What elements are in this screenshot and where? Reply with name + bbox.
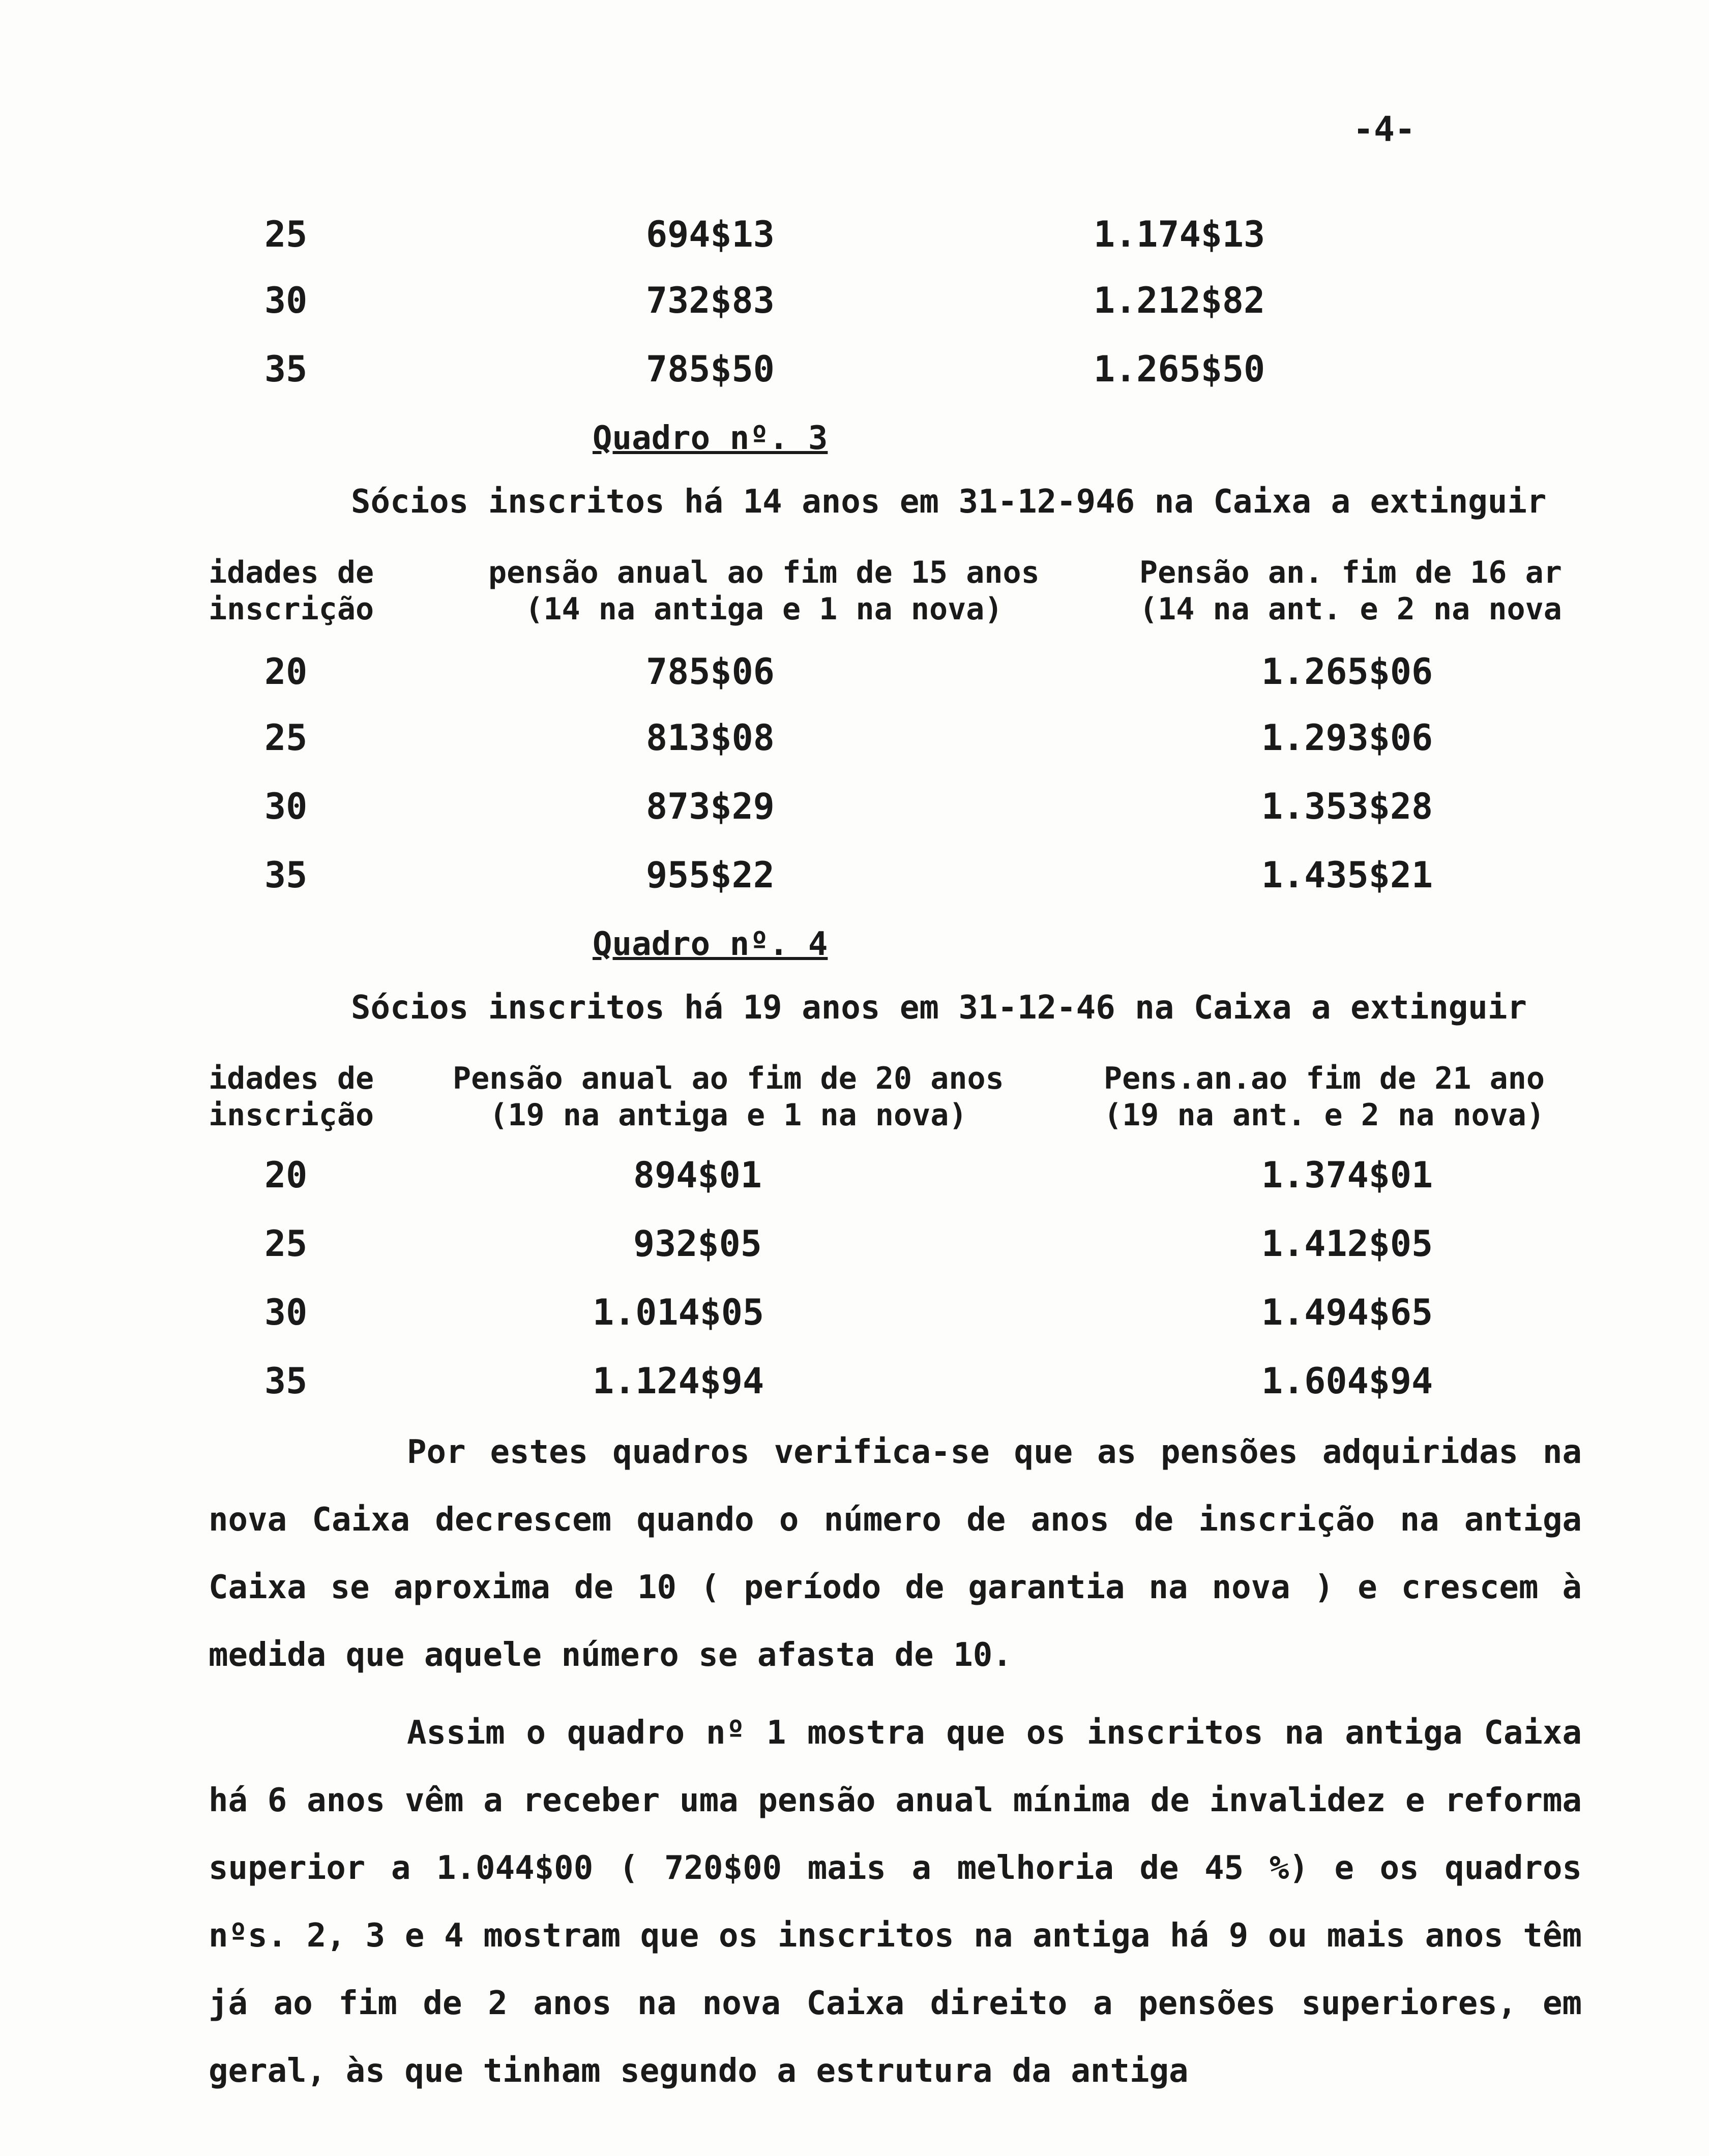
pension-cell-1: 813$08	[646, 717, 775, 759]
age-cell: 25	[264, 214, 308, 255]
age-cell: 30	[264, 280, 308, 321]
age-cell: 35	[264, 1360, 308, 1402]
column-header-pension-1	[453, 1060, 1004, 1133]
pension-cell-2: 1.435$21	[1261, 854, 1433, 896]
header-line: Pens.an.ao fim de 21 ano	[1104, 1061, 1545, 1096]
age-cell: 20	[264, 1154, 308, 1196]
table-row	[0, 651, 1709, 707]
pension-cell-1: 873$29	[646, 786, 775, 827]
pension-cell-2: 1.494$65	[1261, 1292, 1433, 1333]
paragraph: Assim o quadro nº 1 mostra que os inscritos na antiga Caixa há 6 anos vêm a receber uma pensão anual mínima de invalidez e reforma superior a 1.044$00 ( 720$00 mais a melhoria de 45 %) e os quadros nºs. 2, 3 e 4 mostram que os inscritos na antiga há 9 ou mais anos têm já ao fim de 2 anos na nova Caixa direito a pensões superiores, em geral, às que tinham segundo a estrutura da antiga	[209, 1714, 1582, 2090]
table-row	[0, 786, 1709, 842]
table-row	[0, 854, 1709, 910]
column-header-pension-1	[488, 554, 1040, 627]
pension-cell-2: 1.174$13	[1094, 214, 1265, 255]
column-header-age	[209, 1060, 374, 1133]
pension-cell-1: 894$01	[633, 1154, 762, 1196]
table-row	[0, 1360, 1709, 1416]
pension-cell-1: 732$83	[646, 280, 775, 321]
table-row	[0, 280, 1709, 336]
pension-cell-1: 932$05	[633, 1223, 762, 1265]
pension-cell-1: 1.014$05	[593, 1292, 764, 1333]
age-cell: 30	[264, 1292, 308, 1333]
header-line: inscrição	[209, 591, 374, 627]
pension-cell-2: 1.604$94	[1261, 1360, 1433, 1402]
section-subtitle: Sócios inscritos há 19 anos em 31-12-46 na Caixa a extinguir	[351, 989, 1527, 1027]
header-line: (19 na ant. e 2 na nova)	[1104, 1097, 1545, 1133]
pension-cell-1: 785$50	[646, 348, 775, 390]
pension-cell-1: 1.124$94	[593, 1360, 764, 1402]
table-row	[0, 348, 1709, 404]
pension-cell-2: 1.212$82	[1094, 280, 1265, 321]
header-line: pensão anual ao fim de 15 anos	[488, 555, 1040, 590]
age-cell: 20	[264, 651, 308, 693]
table-row	[0, 214, 1709, 270]
pension-cell-2: 1.265$50	[1094, 348, 1265, 390]
section-title: Quadro nº. 3	[593, 420, 828, 457]
age-cell: 25	[264, 717, 308, 759]
pension-cell-2: 1.353$28	[1261, 786, 1433, 827]
header-line: inscrição	[209, 1097, 374, 1133]
header-line: Pensão an. fim de 16 ar	[1139, 555, 1562, 590]
pension-cell-2: 1.293$06	[1261, 717, 1433, 759]
header-line: idades de	[209, 555, 374, 590]
pension-cell-2: 1.412$05	[1261, 1223, 1433, 1265]
pension-cell-1: 694$13	[646, 214, 775, 255]
section-subtitle: Sócios inscritos há 14 anos em 31-12-946 na Caixa a extinguir	[351, 483, 1547, 521]
paragraph: Por estes quadros verifica-se que as pensões adquiridas na nova Caixa decrescem quando o número de anos de inscrição na antiga Caixa se aproxima de 10 ( período de garantia na nova ) e crescem à medida que aquele número se afasta de 10.	[209, 1433, 1582, 1674]
age-cell: 25	[264, 1223, 308, 1265]
age-cell: 30	[264, 786, 308, 827]
age-cell: 35	[264, 348, 308, 390]
page-number: -4-	[1353, 109, 1416, 149]
column-header-age	[209, 554, 374, 627]
table-row	[0, 1154, 1709, 1210]
column-header-pension-2	[1139, 554, 1562, 627]
body-text	[209, 1419, 1582, 2105]
header-line: (14 na antiga e 1 na nova)	[525, 591, 1003, 627]
section-title: Quadro nº. 4	[593, 925, 828, 963]
pension-cell-1: 785$06	[646, 651, 775, 693]
age-cell: 35	[264, 854, 308, 896]
header-line: (19 na antiga e 1 na nova)	[489, 1097, 967, 1133]
table-row	[0, 1223, 1709, 1279]
header-line: (14 na ant. e 2 na nova	[1139, 591, 1562, 627]
header-line: idades de	[209, 1061, 374, 1096]
pension-cell-2: 1.265$06	[1261, 651, 1433, 693]
pension-cell-2: 1.374$01	[1261, 1154, 1433, 1196]
header-line: Pensão anual ao fim de 20 anos	[453, 1061, 1004, 1096]
table-row	[0, 717, 1709, 773]
pension-cell-1: 955$22	[646, 854, 775, 896]
table-row	[0, 1292, 1709, 1348]
column-header-pension-2	[1104, 1060, 1545, 1133]
